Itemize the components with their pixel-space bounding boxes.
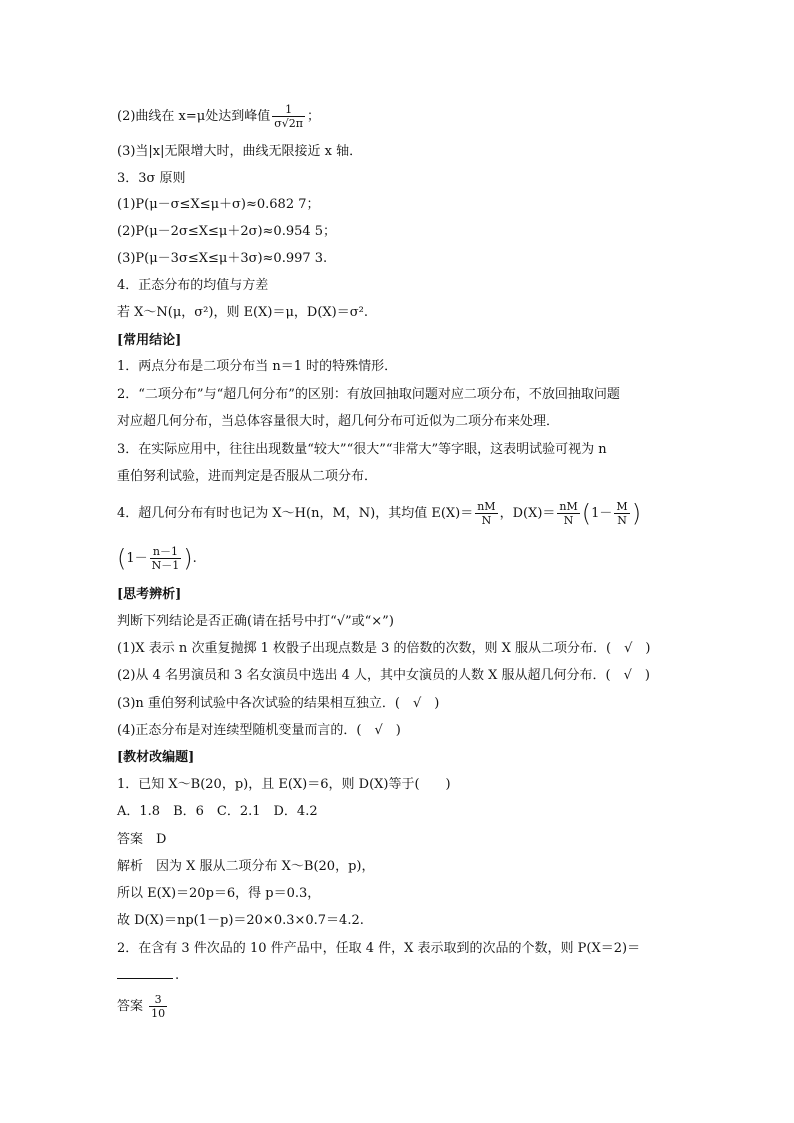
m-over-n-fraction [614,500,629,527]
right-paren: ) [183,544,193,573]
sigma-rule-2: (2)P(μ－2σ≤X≤μ＋2σ)≈0.954 5； [117,224,337,239]
normal-mean-variance-heading: 4．正态分布的均值与方差 [117,278,269,293]
section-heading-conclusions: [常用结论] [117,333,182,348]
question-2: 2．在含有 3 件次品的 10 件产品中，任取 4 件，X 表示取到的次品的个数，则 P(X＝2)＝ [117,941,641,956]
fraction-denominator: N [481,514,492,527]
question-1-options: A．1.8 B．6 C．2.1 D．4.2 [117,804,318,819]
conclusion-1: 1．两点分布是二项分布当 n＝1 时的特殊情形． [117,359,398,374]
explanation-3: 故 D(X)＝np(1－p)＝20×0.3×0.7＝4.2. [117,913,364,928]
fraction-numerator: 1 [272,103,305,117]
left-paren: ( [117,544,127,573]
explanation-1: 解析 因为 X 服从二项分布 X～B(20，p)， [117,859,375,874]
one-minus: 1－ [126,551,148,566]
blank-period: . [175,968,180,983]
right-paren: ) [631,499,642,528]
period: . [192,551,197,566]
fraction-numerator: n－1 [150,545,182,559]
section-heading-textbook: [教材改编题] [117,750,195,765]
one-minus: 1－ [591,506,613,521]
variance-label: ，D(X)＝ [499,506,556,521]
fraction-numerator: nM [559,500,578,513]
n-minus-one-fraction [150,545,182,572]
variance-fraction [557,500,579,527]
judgement-item-4: (4)正态分布是对连续型随机变量而言的．( √ ) [117,723,401,738]
conclusion-4b [117,545,197,572]
judgement-item-1: (1)X 表示 n 次重复抛掷 1 枚骰子出现点数是 3 的倍数的次数，则 X 服从二项分布．( √ ) [117,641,651,656]
left-paren: ( [581,499,592,528]
fraction-denominator: 10 [151,1007,166,1020]
sigma-rule-1: (1)P(μ－σ≤X≤μ＋σ)≈0.682 7； [117,197,320,212]
question-1: 1．已知 X～B(20，p)，且 E(X)＝6，则 D(X)等于( ) [117,777,451,792]
section-heading-judgement: [思考辨析] [117,587,182,602]
conclusion-2b: 对应超几何分布，当总体容量很大时，超几何分布可近似为二项分布来处理． [117,414,560,429]
conclusion-2a: 2．“二项分布”与“超几何分布”的区别：有放回抽取问题对应二项分布，不放回抽取问题 [117,387,620,402]
fraction-denominator: N－1 [151,559,180,572]
fraction-denominator: σ√2π [274,117,303,130]
normal-mean-variance: 若 X～N(μ，σ²)，则 E(X)＝μ，D(X)＝σ². [117,305,368,320]
conclusion-3b: 重伯努利试验，进而判定是否服从二项分布． [117,469,378,484]
asymptote-line: (3)当|x|无限增大时，曲线无限接近 x 轴． [117,144,363,159]
answer-1: 答案 D [117,832,167,847]
answer-fraction [149,993,167,1020]
fraction-numerator: M [616,500,628,513]
answer-blank [117,978,173,979]
answer-label: 答案 [117,999,144,1014]
peak-line [117,103,320,130]
mean-fraction [475,500,497,527]
judgement-item-2: (2)从 4 名男演员和 3 名女演员中选出 4 人，其中女演员的人数 X 服从超几何分布．( √ ) [117,668,650,683]
peak-text: (2)曲线在 x=μ处达到峰值 [117,109,271,124]
answer-2 [117,993,169,1020]
fraction-numerator: nM [477,500,496,513]
fraction-denominator: N [563,514,574,527]
explanation-2: 所以 E(X)＝20p＝6，得 p＝0.3， [117,886,321,901]
fraction-denominator: N [617,514,627,527]
three-sigma-heading: 3．3σ 原则 [117,171,186,186]
peak-suffix: ； [306,109,320,124]
peak-fraction [272,103,305,130]
sigma-rule-3: (3)P(μ－3σ≤X≤μ＋3σ)≈0.997 3. [117,251,328,266]
conclusion-3a: 3．在实际应用中，往往出现数量“较大”“很大”“非常大”等字眼，这表明试验可视为 n [117,442,607,457]
conclusion-4-text: 4．超几何分布有时也记为 X～H(n，M，N)，其均值 E(X)＝ [117,506,474,521]
fraction-numerator: 3 [149,993,167,1007]
judgement-instruction: 判断下列结论是否正确(请在括号中打“√”或“×”) [117,614,394,629]
judgement-item-3: (3)n 重伯努利试验中各次试验的结果相互独立．( √ ) [117,696,440,711]
conclusion-4a [117,500,641,527]
